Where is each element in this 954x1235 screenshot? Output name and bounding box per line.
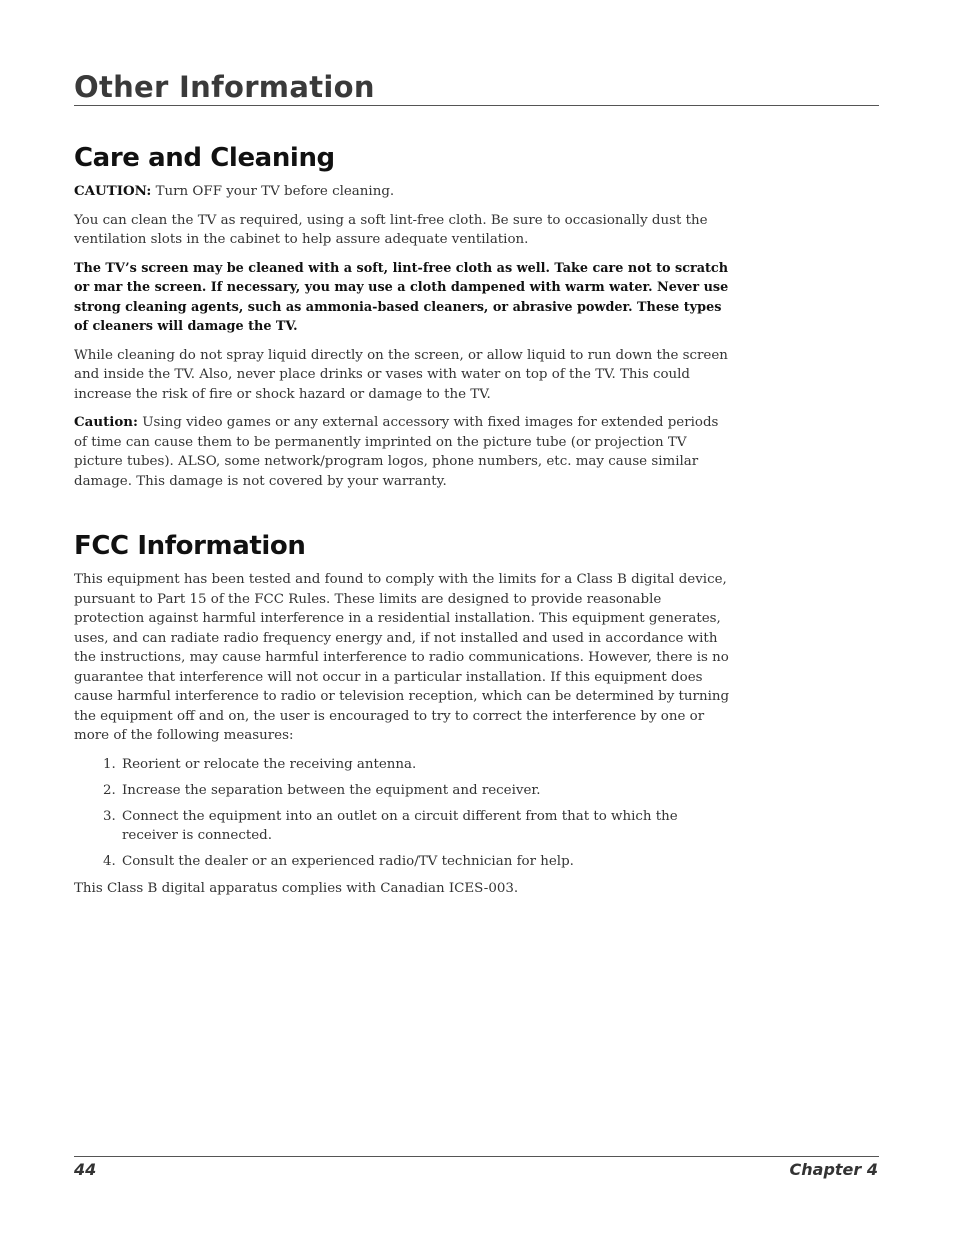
fcc-paragraph-2: This Class B digital apparatus complies with Canadian ICES-003. — [74, 880, 519, 896]
list-item: 3. Connect the equipment into an outlet on a circuit different from that to which the receiver is connected. — [120, 807, 734, 846]
caution-paragraph — [74, 182, 734, 202]
fcc-heading: FCC Information — [74, 531, 306, 561]
fcc-paragraph-1: This equipment has been tested and found to comply with the limits for a Class B digital device, pursuant to Part 15 of the FCC Rules. These limits are designed to provide reasonable protection against harmful interference in a residential installation. This equipment generates, uses, and can radiate radio frequency energy and, if not installed and used in accordance with the instructions, may cause harmful interference to radio communications. However, there is no guarantee that interference will not occur in a particular installation. If this equipment does cause harmful interference to radio or television reception, which can be determined by turning the equipment off and on, the user is encouraged to try to correct the interference by one or more of the following measures: — [74, 572, 730, 743]
care-and-cleaning-section — [74, 140, 734, 491]
page-header-title: Other Information — [74, 70, 375, 104]
list-item: 4. Consult the dealer or an experienced radio/TV technician for help. — [120, 852, 734, 872]
care-paragraph-3: While cleaning do not spray liquid directly on the screen, or allow liquid to run down the screen and inside the TV. Also, never place drinks or vases with water on top of the TV. This could increase the risk of fire or shock hazard or damage to the TV. — [74, 347, 728, 402]
list-item: 1. Reorient or relocate the receiving antenna. — [120, 755, 734, 775]
fcc-information-section — [74, 528, 734, 898]
caution2-label: Caution: — [74, 414, 138, 430]
caution2-paragraph — [74, 413, 734, 491]
page-content — [74, 140, 734, 907]
header-divider — [74, 105, 879, 106]
list-item: 2. Increase the separation between the equipment and receiver. — [120, 781, 734, 801]
footer-divider — [74, 1156, 879, 1157]
chapter-label: Chapter 4 — [789, 1160, 878, 1179]
care-paragraph-2: The TV’s screen may be cleaned with a soft, lint-free cloth as well. Take care not to scratch or mar the screen. If necessary, you may use a cloth dampened with warm water. Never use strong cleaning agents, such as ammonia-based cleaners, or abrasive powder. These types of cleaners will damage the TV. — [74, 260, 729, 334]
caution2-text: Using video games or any external accessory with fixed images for extended periods of time can cause them to be permanently imprinted on the picture tube (or projection TV picture tubes). ALSO, some network/program logos, phone numbers, etc. may cause similar damage. This damage is not covered by your warranty. — [74, 415, 719, 489]
care-heading: Care and Cleaning — [74, 143, 335, 173]
caution-text: Turn OFF your TV before cleaning. — [151, 184, 395, 199]
fcc-measures-list — [74, 755, 734, 872]
page-number: 44 — [74, 1160, 97, 1179]
caution-label: CAUTION: — [74, 183, 152, 199]
care-paragraph-1: You can clean the TV as required, using a soft lint-free cloth. Be sure to occasionally dust the ventilation slots in the cabinet to help assure adequate ventilation. — [74, 212, 708, 247]
